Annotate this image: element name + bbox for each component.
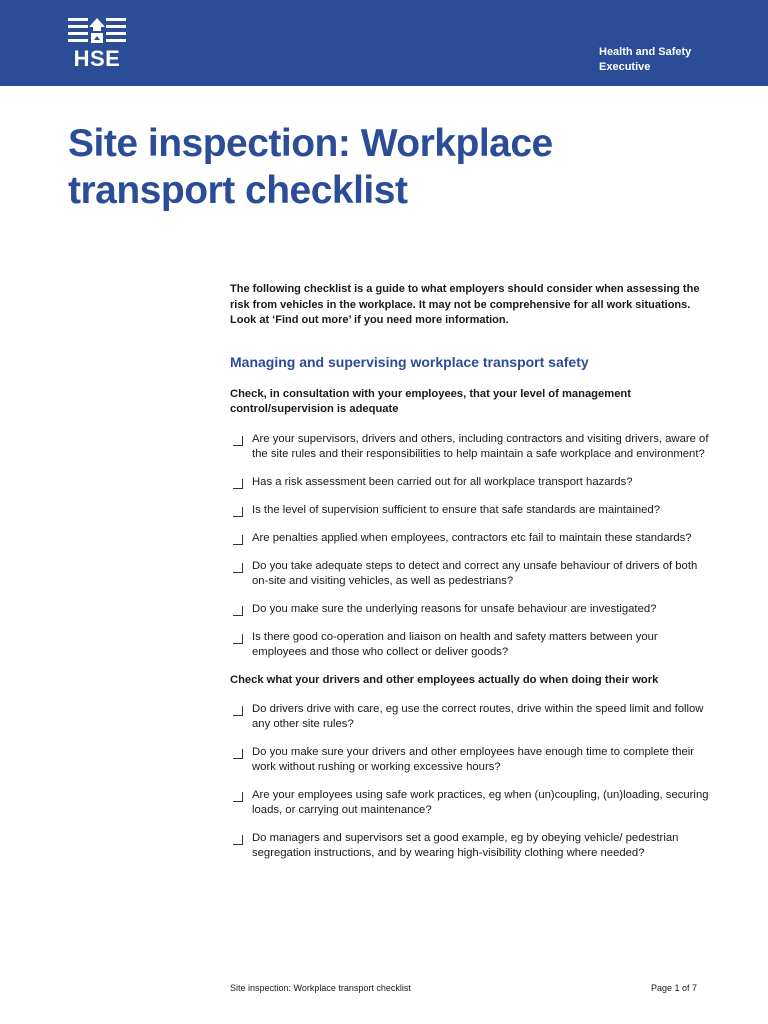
checklist-item	[230, 831, 710, 861]
checklist-item	[230, 559, 710, 589]
footer-document-title: Site inspection: Workplace transport checklist	[230, 983, 411, 993]
checklist-item-text: Do you make sure the underlying reasons for unsafe behaviour are investigated?	[252, 602, 657, 615]
header-band	[0, 0, 768, 86]
checklist-item-text: Do managers and supervisors set a good example, eg by obeying vehicle/ pedestrian segregation instructions, and by wearing high-visibility clothing where needed?	[252, 832, 679, 859]
page-title-line-1: Site inspection: Workplace	[68, 122, 553, 165]
hse-logo	[68, 16, 126, 70]
checklist-item	[230, 702, 710, 732]
checklist-item	[230, 531, 710, 546]
check-group-heading: Check, in consultation with your employees, that your level of management control/supervision is adequate	[230, 387, 631, 415]
organisation-name	[599, 45, 691, 75]
page-title	[68, 120, 688, 214]
checkbox[interactable]	[233, 535, 243, 545]
checklist-item-text: Has a risk assessment been carried out for all workplace transport hazards?	[252, 475, 633, 488]
checkbox[interactable]	[233, 563, 243, 573]
checkbox[interactable]	[233, 479, 243, 489]
section-heading: Managing and supervising workplace transport safety	[230, 353, 589, 370]
check-group-heading: Check what your drivers and other employees actually do when doing their work	[230, 673, 659, 686]
checklist-group-1	[230, 432, 710, 660]
checkbox[interactable]	[233, 749, 243, 759]
checklist-item-text: Are your employees using safe work practices, eg when (un)coupling, (un)loading, securing loads, or carrying out maintenance?	[252, 789, 709, 816]
checklist-item-text: Is the level of supervision sufficient to ensure that safe standards are maintained?	[252, 503, 660, 516]
organisation-name-line-2: Executive	[599, 61, 651, 73]
organisation-name-line-1: Health and Safety	[599, 46, 692, 58]
checklist-item-text: Are penalties applied when employees, contractors etc fail to maintain these standards?	[252, 531, 692, 544]
checklist-item	[230, 630, 710, 660]
logo-text: HSE	[73, 46, 121, 71]
checklist-item-text: Do you make sure your drivers and other employees have enough time to complete their work without rushing or working excessive hours?	[252, 746, 695, 773]
checkbox[interactable]	[233, 792, 243, 802]
checkbox[interactable]	[233, 835, 243, 845]
checklist-item-text: Are your supervisors, drivers and others, including contractors and visiting drivers, aware of the site rules and their responsibilities to help maintain a safe workplace and environment?	[252, 432, 709, 460]
crown-emblem-icon	[68, 16, 126, 48]
checkbox[interactable]	[233, 507, 243, 517]
page-number: Page 1 of 7	[650, 983, 697, 993]
checkbox[interactable]	[233, 436, 243, 446]
checkbox[interactable]	[233, 606, 243, 616]
checklist-item-text: Is there good co-operation and liaison on health and safety matters between your employees and those who collect or deliver goods?	[252, 630, 658, 658]
checklist-item	[230, 788, 710, 818]
checklist-item	[230, 432, 710, 462]
page-title-line-2: transport checklist	[68, 169, 408, 212]
checklist-item-text: Do you take adequate steps to detect and correct any unsafe behaviour of drivers of both on-site and visiting vehicles, as well as pedestrians?	[252, 559, 698, 587]
checkbox[interactable]	[233, 706, 243, 716]
checklist-item	[230, 475, 710, 490]
intro-paragraph: The following checklist is a guide to what employers should consider when assessing the risk from vehicles in the workplace. It may not be comprehensive for all work situations. Look at ‘Find out more’ if you need more information.	[230, 283, 700, 326]
checklist-group-2	[230, 702, 710, 861]
checklist-item	[230, 503, 710, 518]
main-content	[230, 282, 710, 874]
checklist-item-text: Do drivers drive with care, eg use the correct routes, drive within the speed limit and follow any other site rules?	[252, 703, 704, 730]
checklist-item	[230, 745, 710, 775]
checklist-item	[230, 602, 710, 617]
checkbox[interactable]	[233, 634, 243, 644]
